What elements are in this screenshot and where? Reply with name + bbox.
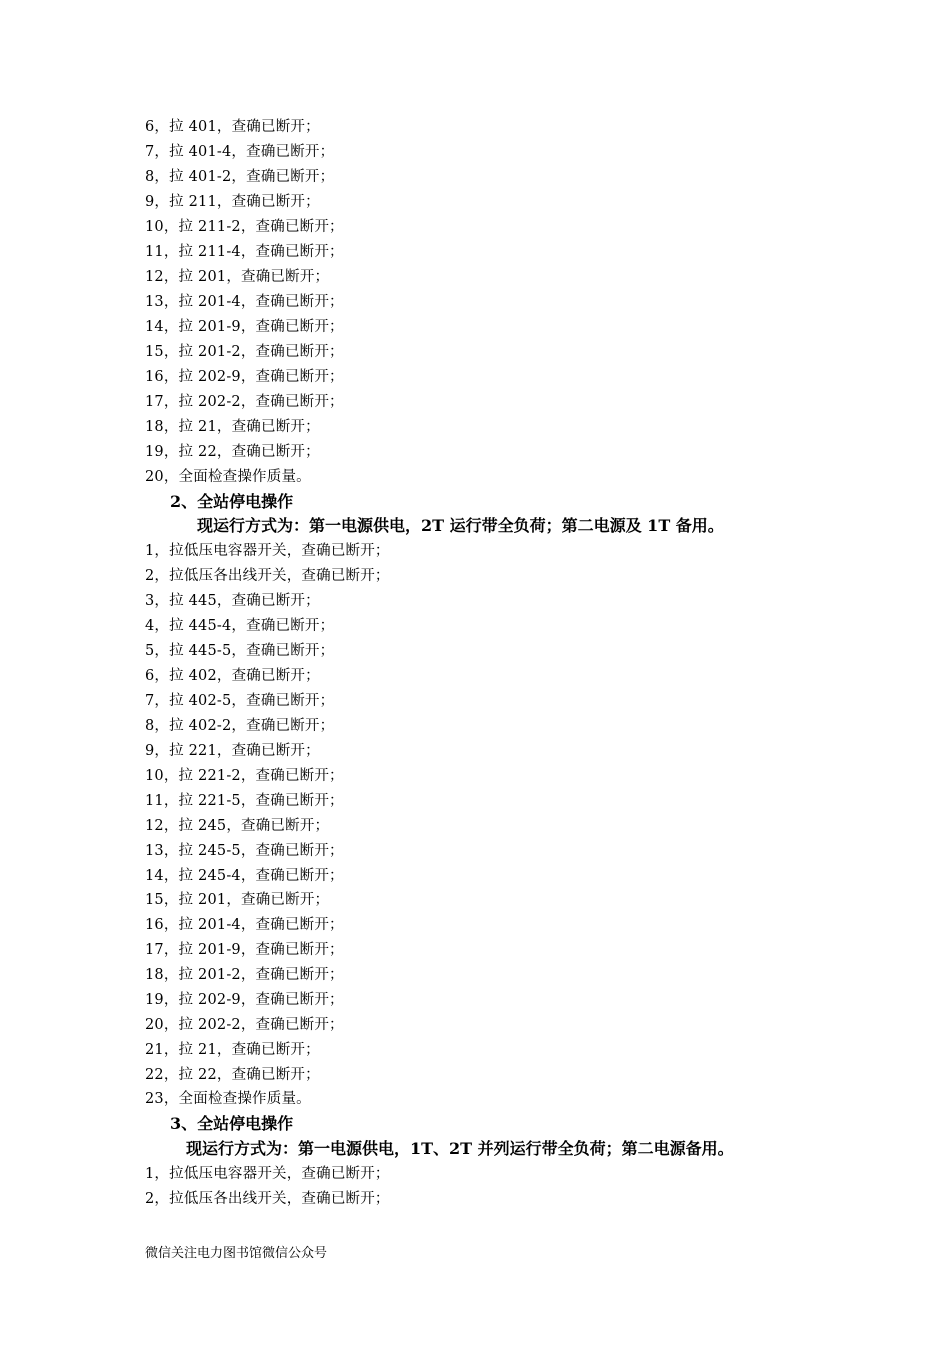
- section-heading: 2、全站停电操作: [170, 492, 294, 511]
- step-line: 8，拉 401-2，查确已断开；: [145, 169, 335, 185]
- step-line: 3，拉 445，查确已断开；: [145, 593, 320, 609]
- step-line: 7，拉 401-4，查确已断开；: [145, 144, 335, 160]
- page-footer: 微信关注电力图书馆微信公众号: [145, 1246, 328, 1261]
- step-line: 8，拉 402-2，查确已断开；: [145, 718, 335, 734]
- step-line: 2，拉低压各出线开关，查确已断开；: [145, 1191, 390, 1207]
- step-line: 10，拉 211-2，查确已断开；: [145, 219, 344, 235]
- step-line: 10，拉 221-2，查确已断开；: [145, 768, 344, 784]
- step-line: 4，拉 445-4，查确已断开；: [145, 618, 335, 634]
- step-line: 5，拉 445-5，查确已断开；: [145, 643, 335, 659]
- step-line: 6，拉 401，查确已断开；: [145, 119, 320, 135]
- step-line: 15，拉 201-2，查确已断开；: [145, 344, 344, 360]
- step-line: 13，拉 201-4，查确已断开；: [145, 294, 344, 310]
- operating-mode: 现运行方式为：第一电源供电，1T、2T 并列运行带全负荷；第二电源备用。: [186, 1139, 734, 1158]
- step-line: 11，拉 211-4，查确已断开；: [145, 244, 344, 260]
- step-line: 20，拉 202-2，查确已断开；: [145, 1017, 344, 1033]
- step-line: 17，拉 202-2，查确已断开；: [145, 394, 344, 410]
- step-line: 16，拉 201-4，查确已断开；: [145, 917, 344, 933]
- step-line: 14，拉 201-9，查确已断开；: [145, 319, 344, 335]
- step-line: 13，拉 245-5，查确已断开；: [145, 843, 344, 859]
- step-line: 17，拉 201-9，查确已断开；: [145, 942, 344, 958]
- operating-mode: 现运行方式为：第一电源供电，2T 运行带全负荷；第二电源及 1T 备用。: [197, 516, 724, 535]
- step-line: 9，拉 211，查确已断开；: [145, 194, 320, 210]
- step-line: 9，拉 221，查确已断开；: [145, 743, 320, 759]
- step-line: 15，拉 201，查确已断开；: [145, 892, 330, 908]
- step-line: 2，拉低压各出线开关，查确已断开；: [145, 568, 390, 584]
- step-line: 6，拉 402，查确已断开；: [145, 668, 320, 684]
- step-line: 7，拉 402-5，查确已断开；: [145, 693, 335, 709]
- step-line: 20，全面检查操作质量。: [145, 469, 311, 485]
- step-line: 19，拉 202-9，查确已断开；: [145, 992, 344, 1008]
- step-line: 11，拉 221-5，查确已断开；: [145, 793, 344, 809]
- step-line: 16，拉 202-9，查确已断开；: [145, 369, 344, 385]
- step-line: 12，拉 201，查确已断开；: [145, 269, 330, 285]
- step-line: 14，拉 245-4，查确已断开；: [145, 868, 344, 884]
- step-line: 1，拉低压电容器开关，查确已断开；: [145, 1166, 390, 1182]
- step-line: 23，全面检查操作质量。: [145, 1091, 311, 1107]
- step-line: 12，拉 245，查确已断开；: [145, 818, 330, 834]
- step-line: 22，拉 22，查确已断开；: [145, 1067, 320, 1083]
- step-line: 19，拉 22，查确已断开；: [145, 444, 320, 460]
- step-line: 18，拉 21，查确已断开；: [145, 419, 320, 435]
- step-line: 21，拉 21，查确已断开；: [145, 1042, 320, 1058]
- step-line: 1，拉低压电容器开关，查确已断开；: [145, 543, 390, 559]
- step-line: 18，拉 201-2，查确已断开；: [145, 967, 344, 983]
- section-heading: 3、全站停电操作: [170, 1114, 294, 1133]
